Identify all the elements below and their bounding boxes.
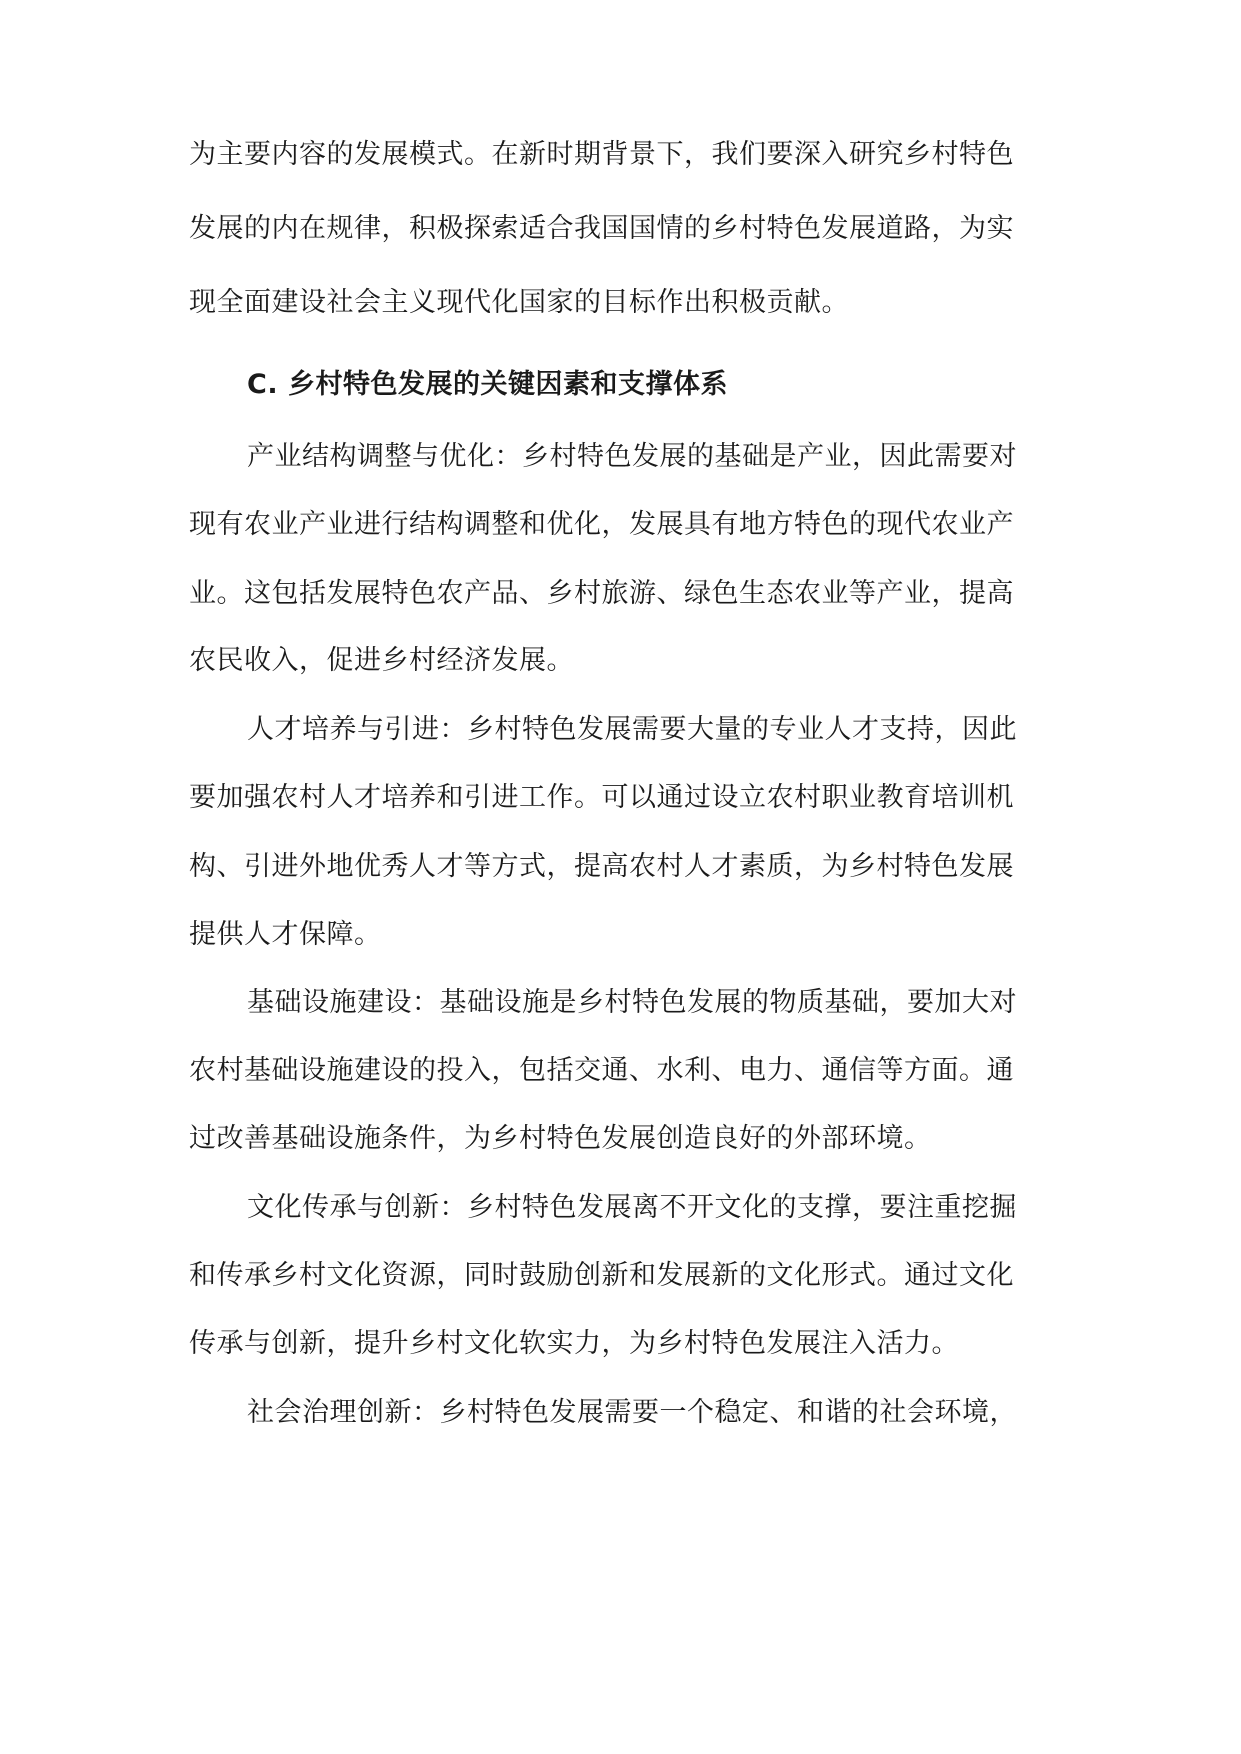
body-text-line: 和传承乡村文化资源，同时鼓励创新和发展新的文化形式。通过文化 <box>189 1260 1014 1291</box>
body-text-line: 为主要内容的发展模式。在新时期背景下，我们要深入研究乡村特色 <box>189 139 1014 170</box>
body-text-line: 发展的内在规律，积极探索适合我国国情的乡村特色发展道路，为实 <box>189 213 1014 244</box>
body-text-line: 社会治理创新：乡村特色发展需要一个稳定、和谐的社会环境， <box>247 1397 1017 1428</box>
body-text-line: 现全面建设社会主义现代化国家的目标作出积极贡献。 <box>189 287 849 318</box>
body-text-line: 传承与创新，提升乡村文化软实力，为乡村特色发展注入活力。 <box>189 1328 959 1359</box>
body-text-line: 农民收入，促进乡村经济发展。 <box>189 645 574 676</box>
body-text-line: 农村基础设施建设的投入，包括交通、水利、电力、通信等方面。通 <box>189 1055 1014 1086</box>
body-text-line: 要加强农村人才培养和引进工作。可以通过设立农村职业教育培训机 <box>189 782 1014 813</box>
body-text-line: 文化传承与创新：乡村特色发展离不开文化的支撑，要注重挖掘 <box>247 1192 1017 1223</box>
body-text-line: 过改善基础设施条件，为乡村特色发展创造良好的外部环境。 <box>189 1123 932 1154</box>
body-text-line: 现有农业产业进行结构调整和优化，发展具有地方特色的现代农业产 <box>189 509 1014 540</box>
body-text-line: 基础设施建设：基础设施是乡村特色发展的物质基础，要加大对 <box>247 987 1017 1018</box>
body-text-line: 人才培养与引进：乡村特色发展需要大量的专业人才支持，因此 <box>247 714 1017 745</box>
body-text-line: 产业结构调整与优化：乡村特色发展的基础是产业，因此需要对 <box>247 441 1017 472</box>
body-text-line: 业。这包括发展特色农产品、乡村旅游、绿色生态农业等产业，提高 <box>189 578 1014 609</box>
section-heading: C. 乡村特色发展的关键因素和支撑体系 <box>247 369 728 400</box>
body-text-line: 构、引进外地优秀人才等方式，提高农村人才素质，为乡村特色发展 <box>189 851 1014 882</box>
body-text-line: 提供人才保障。 <box>189 919 382 950</box>
